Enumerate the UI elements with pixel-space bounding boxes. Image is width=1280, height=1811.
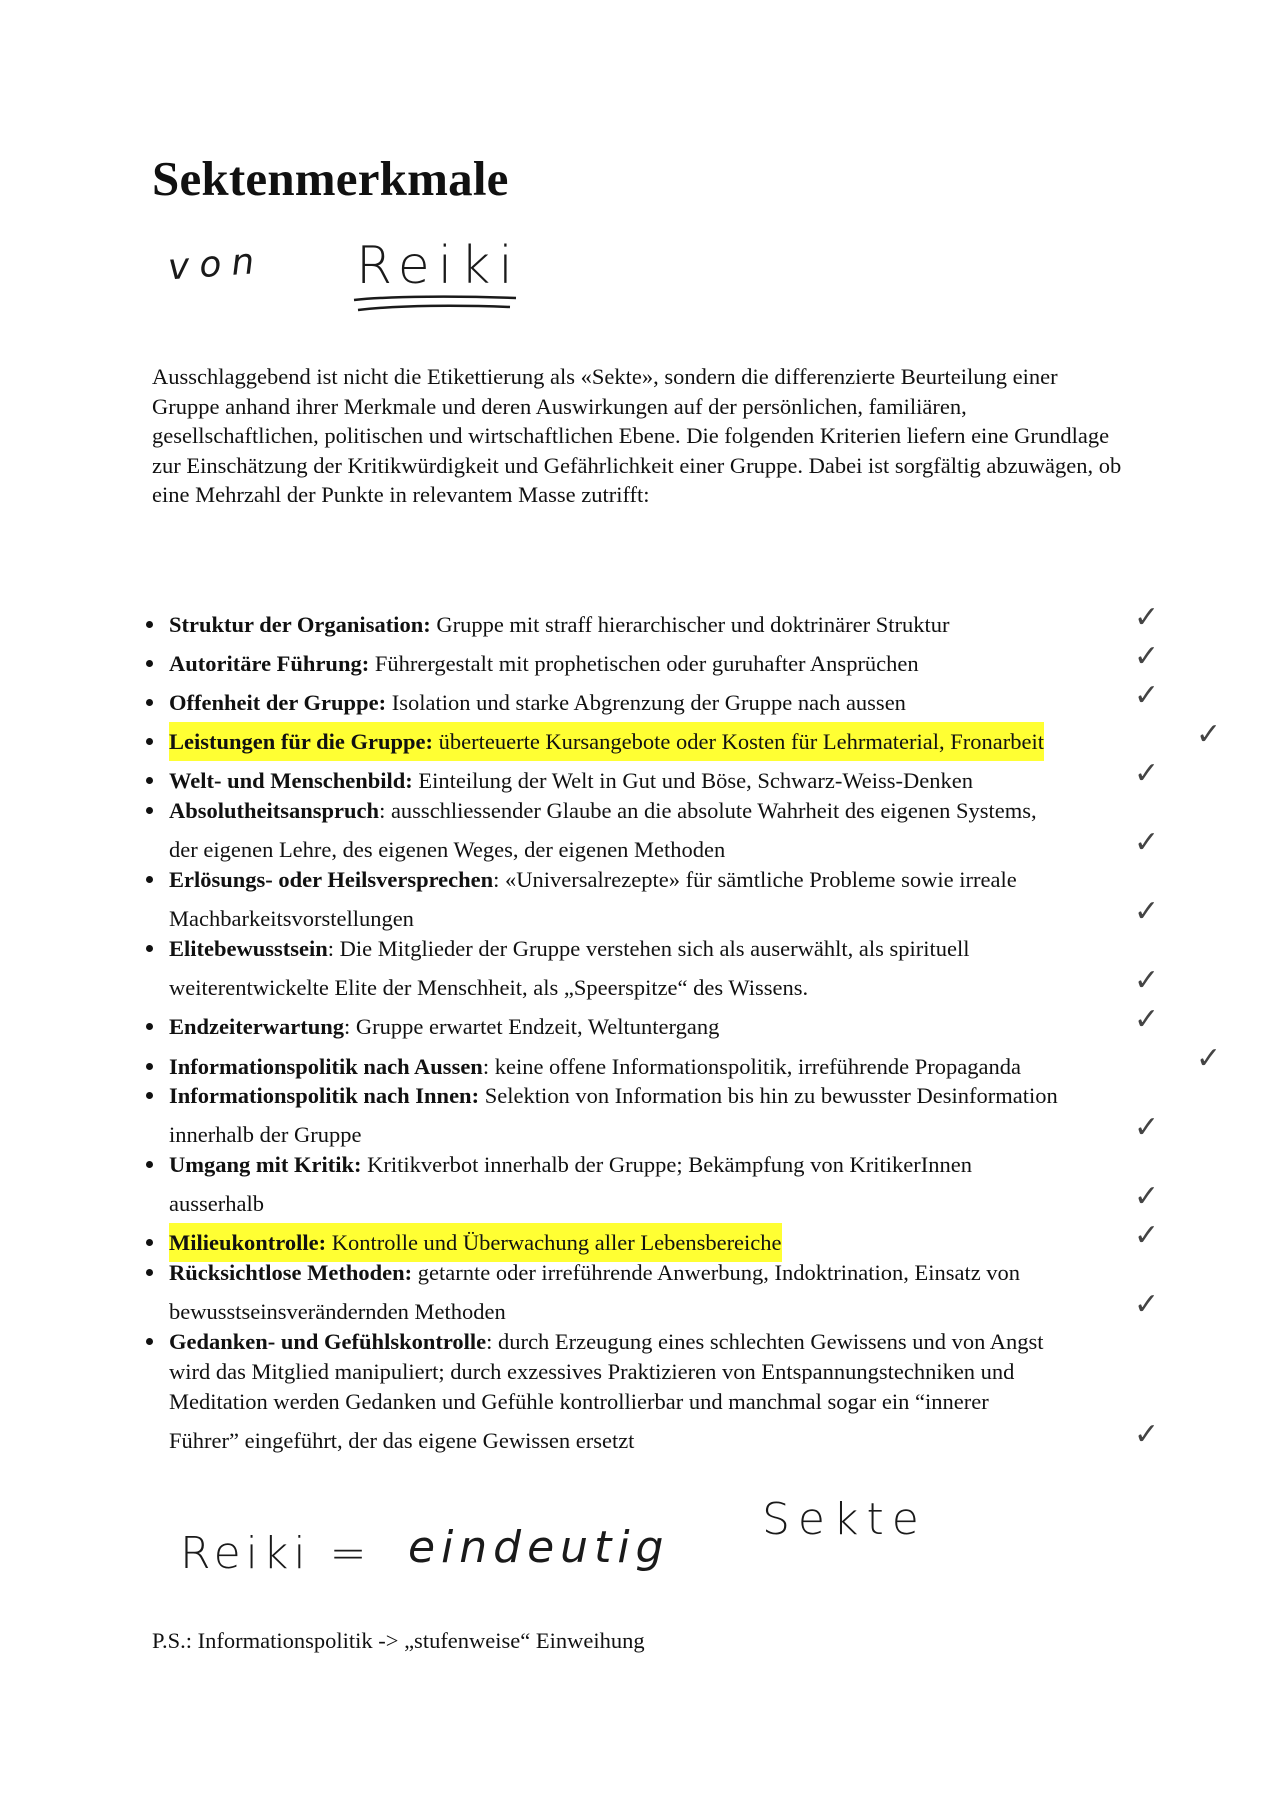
bullet-icon — [146, 1023, 153, 1030]
criterion-term: Autoritäre Führung: — [169, 651, 370, 676]
criterion-term: Rücksichtlose Methoden: — [169, 1260, 413, 1285]
bullet-icon — [146, 777, 153, 784]
criterion-continuation: der eigenen Lehre, des eigenen Weges, der eigenen Methoden — [169, 837, 726, 862]
criterion-description: Kontrolle und Überwachung aller Lebensbereiche — [326, 1230, 782, 1255]
bullet-icon — [146, 738, 153, 745]
check-mark-icon: ✓ — [1134, 894, 1160, 929]
criterion-description: : «Universalrezepte» für sämtliche Probleme sowie irreale — [493, 867, 1017, 892]
bullet-icon — [146, 621, 153, 628]
check-mark-icon: ✓ — [1134, 1002, 1160, 1037]
criterion-term: Umgang mit Kritik: — [169, 1152, 362, 1177]
criterion-term: Erlösungs- oder Heilsversprechen — [169, 867, 494, 892]
criterion-description: Kritikverbot innerhalb der Gruppe; Bekämpfung von KritikerInnen — [361, 1152, 972, 1177]
criterion-description: überteuerte Kursangebote oder Kosten für Lehrmaterial, Fronarbeit — [433, 729, 1045, 754]
criterion-continuation: bewusstseinsverändernden Methoden — [169, 1299, 506, 1324]
criterion-description: Isolation und starke Abgrenzung der Gruppe nach aussen — [386, 690, 906, 715]
handwritten-reiki: Reiki — [356, 236, 521, 296]
criterion-term: Elitebewusstsein — [169, 936, 328, 961]
criterion-term: Struktur der Organisation: — [169, 612, 431, 637]
bullet-icon — [146, 1269, 153, 1276]
criterion-description: : Die Mitglieder der Gruppe verstehen sich als auserwählt, als spirituell — [327, 936, 970, 961]
check-mark-icon: ✓ — [1134, 963, 1160, 998]
criterion-description: : durch Erzeugung eines schlechten Gewissens und von Angst — [486, 1329, 1044, 1354]
check-mark-icon: ✓ — [1134, 1287, 1160, 1322]
highlighted-text — [169, 722, 1044, 761]
criterion-continuation: Meditation werden Gedanken und Gefühle kontrollierbar und manchmal sogar ein “innerer — [169, 1389, 989, 1414]
handwritten-conclusion-reiki: Reiki = — [180, 1528, 372, 1579]
check-mark-icon: ✓ — [1134, 1179, 1160, 1214]
criterion-term: Gedanken- und Gefühlskontrolle — [169, 1329, 487, 1354]
bullet-icon — [146, 807, 153, 814]
criterion-description: Selektion von Information bis hin zu bewusster Desinformation — [479, 1083, 1058, 1108]
postscript: P.S.: Informationspolitik -> „stufenweise“ Einweihung — [152, 1628, 645, 1653]
bullet-icon — [146, 1063, 153, 1070]
check-mark-icon: ✓ — [1134, 1218, 1160, 1253]
criterion-term: Welt- und Menschenbild: — [169, 768, 413, 793]
handwritten-conclusion-eindeutig: eindeutig — [408, 1522, 670, 1573]
criterion-term: Informationspolitik nach Aussen — [169, 1054, 483, 1079]
bullet-icon — [146, 699, 153, 706]
check-mark-icon: ✓ — [1134, 1417, 1160, 1452]
bullet-icon — [146, 660, 153, 667]
criterion-description: Gruppe mit straff hierarchischer und doktrinärer Struktur — [430, 612, 950, 637]
bullet-icon — [146, 1092, 153, 1099]
bullet-icon — [146, 876, 153, 883]
criterion-term: Leistungen für die Gruppe: — [169, 729, 433, 754]
criterion-description: Führergestalt mit prophetischen oder guruhafter Ansprüchen — [369, 651, 919, 676]
check-mark-icon: ✓ — [1134, 825, 1160, 860]
criterion-description: Einteilung der Welt in Gut und Böse, Schwarz-Weiss-Denken — [412, 768, 974, 793]
check-mark-icon: ✓ — [1196, 717, 1222, 752]
handwritten-double-underline — [350, 292, 520, 316]
check-mark-icon: ✓ — [1196, 1041, 1222, 1076]
check-mark-icon: ✓ — [1134, 678, 1160, 713]
criterion-description: getarnte oder irreführende Anwerbung, Indoktrination, Einsatz von — [412, 1260, 1021, 1285]
bullet-icon — [146, 1161, 153, 1168]
criterion-description: : Gruppe erwartet Endzeit, Weltuntergang — [343, 1014, 720, 1039]
criterion-description: : ausschliessender Glaube an die absolute Wahrheit des eigenen Systems, — [379, 798, 1037, 823]
handwritten-von: von — [166, 240, 266, 289]
check-mark-icon: ✓ — [1134, 1110, 1160, 1145]
page-title: Sektenmerkmale — [152, 151, 509, 206]
bullet-icon — [146, 1338, 153, 1345]
handwritten-conclusion-sekte: Sekte — [762, 1494, 927, 1545]
criterion-term: Absolutheitsanspruch — [169, 798, 380, 823]
bullet-icon — [146, 1239, 153, 1246]
criterion-continuation: weiterentwickelte Elite der Menschheit, als „Speerspitze“ des Wissens. — [169, 975, 809, 1000]
criterion-continuation: Machbarkeitsvorstellungen — [169, 906, 414, 931]
criterion-continuation: ausserhalb — [169, 1191, 264, 1216]
bullet-icon — [146, 945, 153, 952]
criterion-continuation: innerhalb der Gruppe — [169, 1122, 362, 1147]
intro-paragraph: Ausschlaggebend ist nicht die Etikettierung als «Sekte», sondern die differenzierte Beurteilung einer Gruppe anhand ihrer Merkmale und deren Auswirkungen auf der persönlichen, familiären, gesellschaftlichen, politischen und wirtschaftlichen Ebene. Die folgenden Kriterien liefern eine Grundlage zur Einschätzung der Kritikwürdigkeit und Gefährlichkeit einer Gruppe. Dabei ist sorgfältig abzuwägen, ob eine Mehrzahl der Punkte in relevantem Masse zutrifft: — [152, 364, 1122, 507]
criterion-description: : keine offene Informationspolitik, irreführende Propaganda — [482, 1054, 1021, 1079]
check-mark-icon: ✓ — [1134, 639, 1160, 674]
criterion-continuation: wird das Mitglied manipuliert; durch exzessives Praktizieren von Entspannungstechniken und — [169, 1359, 1015, 1384]
criterion-term: Informationspolitik nach Innen: — [169, 1083, 480, 1108]
check-mark-icon: ✓ — [1134, 600, 1160, 635]
criterion-term: Endzeiterwartung — [169, 1014, 344, 1039]
criterion-term: Milieukontrolle: — [169, 1230, 327, 1255]
check-mark-icon: ✓ — [1134, 756, 1160, 791]
criterion-continuation: Führer” eingeführt, der das eigene Gewissen ersetzt — [169, 1428, 635, 1453]
criterion-term: Offenheit der Gruppe: — [169, 690, 387, 715]
